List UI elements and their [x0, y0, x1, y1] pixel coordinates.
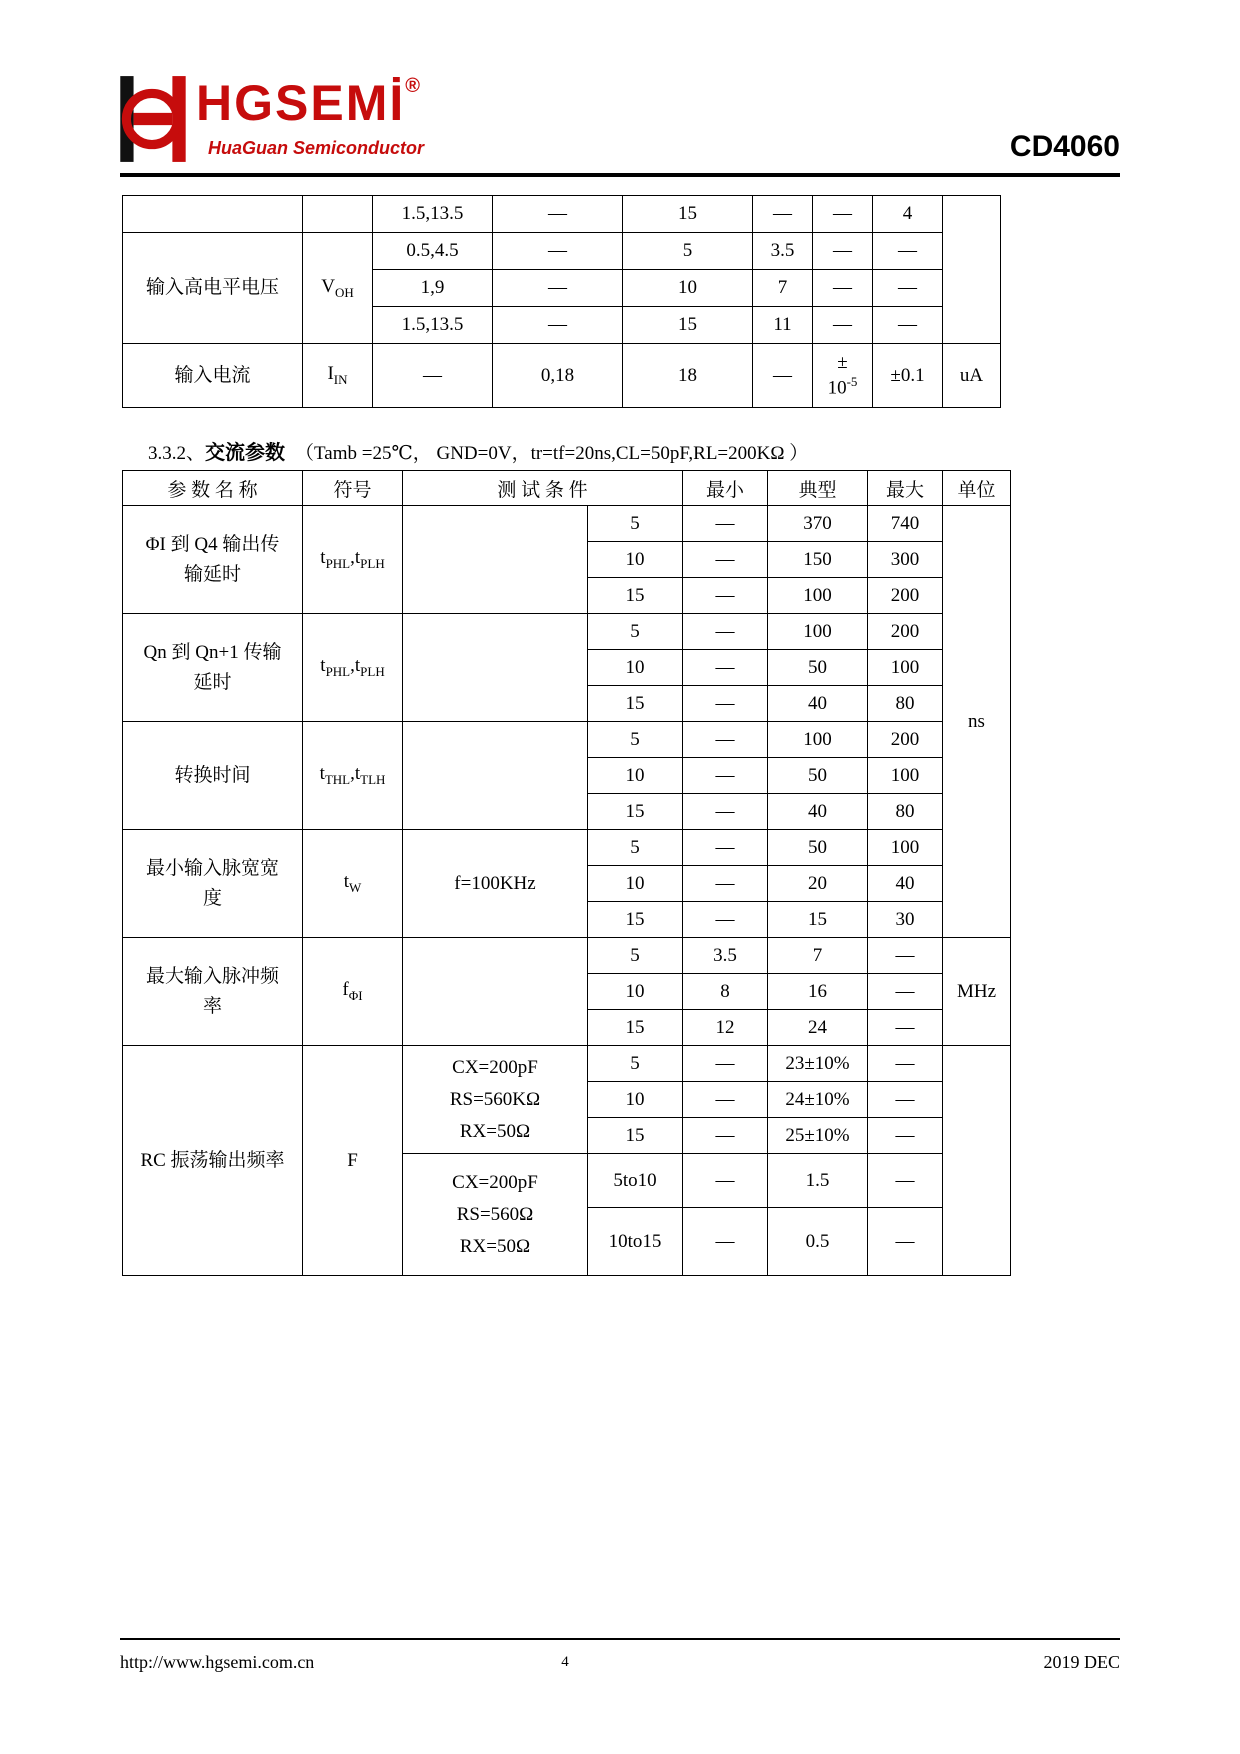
- max-cell: 200: [868, 578, 943, 614]
- max-cell: 300: [868, 542, 943, 578]
- value-cell: 5: [623, 233, 753, 270]
- value-cell: —: [753, 344, 813, 408]
- ac-row: [123, 830, 1011, 866]
- max-cell: 30: [868, 902, 943, 938]
- min-cell: —: [683, 506, 768, 542]
- typ-cell: 40: [768, 794, 868, 830]
- header-typ: 典型: [768, 471, 868, 506]
- symbol-part: t: [320, 547, 326, 569]
- dc-row-voh-1: [123, 233, 1001, 270]
- symbol-cell: [303, 722, 403, 830]
- symbol-part: ,t: [350, 655, 361, 677]
- typ-cell: 1.5: [768, 1154, 868, 1208]
- typ-cell: 7: [768, 938, 868, 974]
- vdd-cell: 10: [588, 866, 683, 902]
- footer-page-number: 4: [561, 1654, 569, 1670]
- min-cell: —: [683, 902, 768, 938]
- value-cell: 15: [623, 307, 753, 344]
- symbol-cell: [303, 830, 403, 938]
- value-cell: 1,9: [373, 270, 493, 307]
- value-cell: —: [753, 196, 813, 233]
- symbol-part: ,t: [350, 763, 361, 785]
- symbol-cell: [303, 506, 403, 614]
- symbol-cell: [303, 1046, 403, 1276]
- dc-row-iin: [123, 344, 1001, 408]
- typ-cell: 100: [768, 578, 868, 614]
- min-cell: 3.5: [683, 938, 768, 974]
- vdd-cell: 15: [588, 902, 683, 938]
- vdd-cell: 5: [588, 830, 683, 866]
- max-cell: 100: [868, 650, 943, 686]
- typ-cell: 40: [768, 686, 868, 722]
- param-name-cell: Qn 到 Qn+1 传输延时: [123, 614, 303, 722]
- typ-cell: 23±10%: [768, 1046, 868, 1082]
- value-cell: —: [373, 344, 493, 408]
- symbol-sub: TLH: [360, 771, 386, 787]
- value-cell: 3.5: [753, 233, 813, 270]
- typ-cell: 25±10%: [768, 1118, 868, 1154]
- typ-cell: 0.5: [768, 1208, 868, 1276]
- registered-mark-icon: ®: [405, 75, 420, 97]
- condition-line: RX=50Ω: [459, 1120, 531, 1142]
- typ-cell: 24±10%: [768, 1082, 868, 1118]
- vdd-cell: 10: [588, 974, 683, 1010]
- typ-cell: 15: [768, 902, 868, 938]
- ac-row: [123, 506, 1011, 542]
- header-param-name: 参 数 名 称: [123, 471, 303, 506]
- symbol-part: f: [342, 979, 349, 1001]
- vdd-cell: 5: [588, 722, 683, 758]
- min-cell: —: [683, 866, 768, 902]
- max-cell: —: [868, 1046, 943, 1082]
- vdd-cell: 10: [588, 542, 683, 578]
- vdd-cell: 15: [588, 794, 683, 830]
- value-cell-power: [813, 344, 873, 408]
- symbol-part: ,t: [350, 547, 361, 569]
- value-cell: —: [493, 196, 623, 233]
- header-min: 最小: [683, 471, 768, 506]
- header-test-condition: 测 试 条 件: [403, 471, 683, 506]
- min-cell: —: [683, 1082, 768, 1118]
- max-cell: 80: [868, 686, 943, 722]
- test-condition-cell: [403, 938, 588, 1046]
- value-cell: ±0.1: [873, 344, 943, 408]
- unit-cell: MHz: [943, 938, 1011, 1046]
- plus-minus-sign: ±: [837, 351, 848, 373]
- vdd-cell: 15: [588, 1118, 683, 1154]
- value-cell: 11: [753, 307, 813, 344]
- min-cell: —: [683, 830, 768, 866]
- min-cell: —: [683, 1154, 768, 1208]
- header-unit: 单位: [943, 471, 1011, 506]
- condition-line: CX=200pF: [452, 1056, 538, 1078]
- max-cell: 740: [868, 506, 943, 542]
- footer-date: 2019 DEC: [1043, 1652, 1120, 1672]
- symbol-base: V: [321, 275, 335, 297]
- min-cell: —: [683, 542, 768, 578]
- value-cell: 1.5,13.5: [373, 196, 493, 233]
- value-cell: —: [813, 233, 873, 270]
- max-cell: —: [868, 938, 943, 974]
- value-cell: —: [493, 307, 623, 344]
- value-cell: —: [873, 270, 943, 307]
- vdd-cell: 5: [588, 1046, 683, 1082]
- symbol-part: t: [343, 871, 349, 893]
- value-cell: 18: [623, 344, 753, 408]
- ac-header-row: [123, 471, 1011, 506]
- power-exponent: -5: [846, 373, 858, 389]
- power-base: 10: [827, 377, 847, 399]
- value-cell: 10: [623, 270, 753, 307]
- vdd-cell: 10: [588, 1082, 683, 1118]
- min-cell: —: [683, 578, 768, 614]
- vdd-cell: 15: [588, 578, 683, 614]
- value-cell: 0.5,4.5: [373, 233, 493, 270]
- max-cell: 100: [868, 830, 943, 866]
- unit-cell: uA: [943, 344, 1001, 408]
- ac-row: [123, 614, 1011, 650]
- min-cell: 12: [683, 1010, 768, 1046]
- param-name-cell: 最小输入脉宽宽度: [123, 830, 303, 938]
- test-condition-cell: [403, 1046, 588, 1154]
- value-cell: —: [873, 233, 943, 270]
- param-name-cell-empty: [123, 196, 303, 233]
- typ-cell: 50: [768, 650, 868, 686]
- condition-line: RS=560Ω: [456, 1203, 534, 1225]
- value-cell: —: [873, 307, 943, 344]
- symbol-sub: W: [349, 879, 362, 895]
- test-condition-cell: [403, 614, 588, 722]
- section-number: 3.3.2、: [148, 443, 206, 464]
- unit-cell-empty: [943, 196, 1001, 344]
- dc-row-continuation: [123, 196, 1001, 233]
- typ-cell: 370: [768, 506, 868, 542]
- vdd-cell: 10: [588, 650, 683, 686]
- ac-row: [123, 938, 1011, 974]
- value-cell: 7: [753, 270, 813, 307]
- max-cell: —: [868, 1118, 943, 1154]
- symbol-cell-empty: [303, 196, 373, 233]
- max-cell: 40: [868, 866, 943, 902]
- vdd-cell: 5: [588, 938, 683, 974]
- min-cell: —: [683, 1118, 768, 1154]
- min-cell: —: [683, 686, 768, 722]
- logo-h-mark: [118, 72, 190, 166]
- max-cell: 200: [868, 722, 943, 758]
- symbol-part: t: [320, 655, 326, 677]
- ac-row: [123, 1046, 1011, 1082]
- symbol-sub: PHL: [325, 555, 351, 571]
- symbol-sub: OH: [334, 284, 354, 300]
- typ-cell: 16: [768, 974, 868, 1010]
- typ-cell: 100: [768, 722, 868, 758]
- max-cell: —: [868, 1010, 943, 1046]
- symbol-cell: [303, 938, 403, 1046]
- symbol-sub: THL: [324, 771, 351, 787]
- value-cell: —: [813, 196, 873, 233]
- unit-cell: ns: [943, 506, 1011, 938]
- vdd-cell: 5to10: [588, 1154, 683, 1208]
- param-name-cell: 最大输入脉冲频率: [123, 938, 303, 1046]
- value-cell: 15: [623, 196, 753, 233]
- min-cell: —: [683, 722, 768, 758]
- min-cell: —: [683, 758, 768, 794]
- max-cell: 80: [868, 794, 943, 830]
- vdd-cell: 10to15: [588, 1208, 683, 1276]
- vdd-cell: 5: [588, 506, 683, 542]
- test-condition-cell: [403, 722, 588, 830]
- min-cell: —: [683, 1046, 768, 1082]
- brand-text: HGSEMİ: [196, 75, 406, 131]
- value-cell: —: [493, 233, 623, 270]
- typ-cell: 20: [768, 866, 868, 902]
- param-name-cell: ΦI 到 Q4 输出传输延时: [123, 506, 303, 614]
- value-cell: 1.5,13.5: [373, 307, 493, 344]
- value-cell: 4: [873, 196, 943, 233]
- condition-line: RS=560KΩ: [449, 1088, 541, 1110]
- value-cell: —: [813, 270, 873, 307]
- section-conditions: （Tamb =25℃， GND=0V，tr=tf=20ns,CL=50pF,RL=200KΩ ）: [295, 443, 809, 464]
- test-condition-cell: [403, 506, 588, 614]
- max-cell: 100: [868, 758, 943, 794]
- test-condition-cell: [403, 1154, 588, 1276]
- header-max: 最大: [868, 471, 943, 506]
- min-cell: —: [683, 794, 768, 830]
- min-cell: —: [683, 614, 768, 650]
- vdd-cell: 10: [588, 758, 683, 794]
- symbol-sub: PHL: [325, 663, 351, 679]
- param-name-cell: 转换时间: [123, 722, 303, 830]
- symbol-base: I: [327, 363, 334, 385]
- brand-tagline: HuaGuan Semiconductor: [208, 138, 425, 158]
- typ-cell: 150: [768, 542, 868, 578]
- vdd-cell: 15: [588, 686, 683, 722]
- symbol-cell: [303, 614, 403, 722]
- section-heading: [148, 436, 808, 465]
- param-name-cell: 输入电流: [123, 344, 303, 408]
- param-name-cell: RC 振荡输出频率: [123, 1046, 303, 1276]
- header-symbol: 符号: [303, 471, 403, 506]
- typ-cell: 50: [768, 830, 868, 866]
- typ-cell: 24: [768, 1010, 868, 1046]
- symbol-part: F: [347, 1149, 358, 1171]
- vdd-cell: 5: [588, 614, 683, 650]
- ac-row: [123, 722, 1011, 758]
- typ-cell: 100: [768, 614, 868, 650]
- symbol-sub: PLH: [360, 555, 385, 571]
- min-cell: —: [683, 650, 768, 686]
- value-cell: 0,18: [493, 344, 623, 408]
- dc-parameters-table: [122, 195, 1001, 408]
- test-condition-cell: f=100KHz: [403, 830, 588, 938]
- symbol-sub: IN: [333, 371, 348, 387]
- typ-cell: 50: [768, 758, 868, 794]
- max-cell: —: [868, 1154, 943, 1208]
- header-rule: [120, 173, 1120, 177]
- symbol-sub: ΦI: [348, 987, 363, 1003]
- section-title: 交流参数: [205, 442, 286, 464]
- value-cell: —: [813, 307, 873, 344]
- min-cell: 8: [683, 974, 768, 1010]
- vdd-cell: 15: [588, 1010, 683, 1046]
- ac-parameters-table: [122, 470, 1011, 1276]
- brand-name: [196, 75, 420, 131]
- symbol-part: t: [319, 763, 325, 785]
- max-cell: 200: [868, 614, 943, 650]
- part-number: CD4060: [1009, 130, 1120, 163]
- symbol-sub: PLH: [360, 663, 385, 679]
- footer-url[interactable]: http://www.hgsemi.com.cn: [120, 1652, 315, 1672]
- value-cell: —: [493, 270, 623, 307]
- min-cell: —: [683, 1208, 768, 1276]
- condition-line: RX=50Ω: [459, 1235, 531, 1257]
- max-cell: —: [868, 974, 943, 1010]
- param-name-cell: 输入高电平电压: [123, 233, 303, 344]
- footer-rule: [120, 1638, 1120, 1640]
- condition-line: CX=200pF: [452, 1171, 538, 1193]
- hgsemi-logo-icon: [118, 72, 190, 166]
- symbol-cell: [303, 344, 373, 408]
- max-cell: —: [868, 1208, 943, 1276]
- max-cell: —: [868, 1082, 943, 1118]
- symbol-cell: [303, 233, 373, 344]
- unit-cell-empty: [943, 1046, 1011, 1276]
